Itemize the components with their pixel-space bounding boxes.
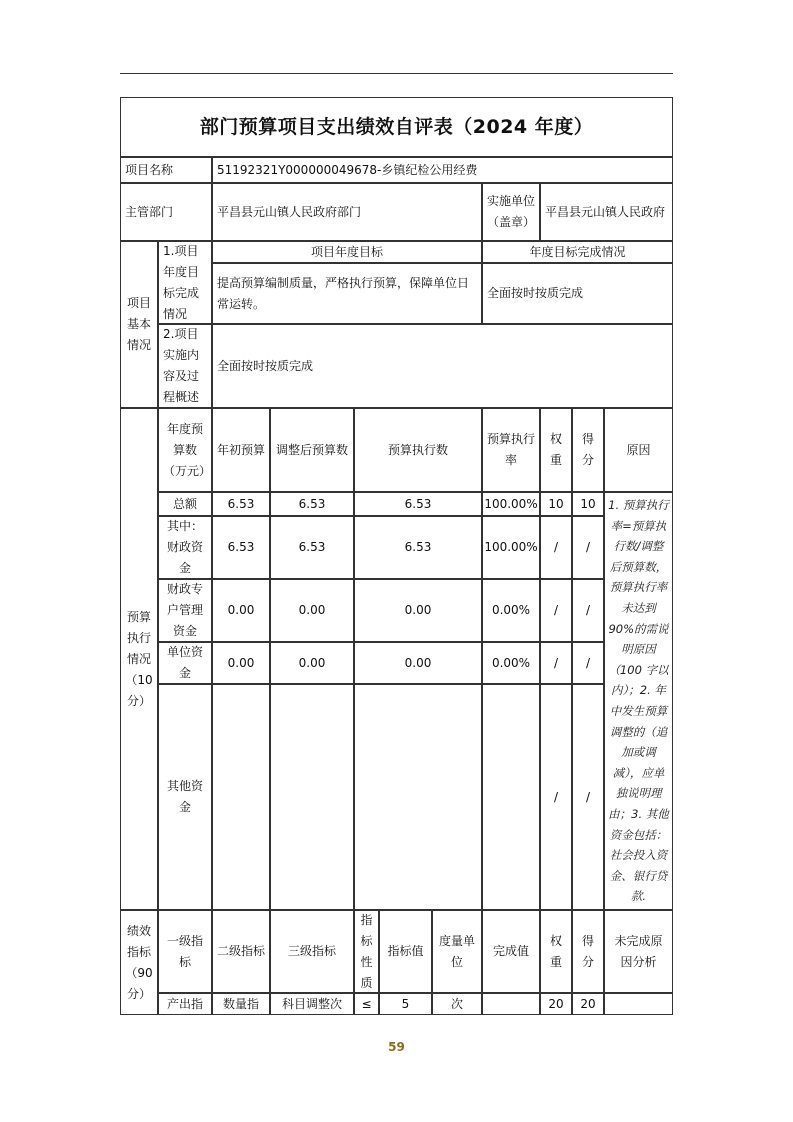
budget-cell-weight: / — [540, 684, 572, 910]
budget-cell-rate: 100.00% — [482, 492, 540, 516]
budget-cell-rate: 0.00% — [482, 642, 540, 684]
header-rule — [120, 73, 673, 74]
perf-cell-value: 5 — [379, 993, 432, 1015]
budget-cell-score: / — [572, 642, 604, 684]
budget-header: 年初预算 — [212, 408, 270, 492]
budget-cell-adjusted — [270, 684, 354, 910]
perf-header: 完成值 — [482, 910, 540, 993]
perf-cell-unit: 次 — [432, 993, 482, 1015]
perf-header: 指标值 — [379, 910, 432, 993]
perf-section-label: 绩效指标（90分） — [120, 910, 158, 1015]
budget-cell-name: 其他资金 — [158, 684, 212, 910]
goal-completion: 全面按时按质完成 — [482, 263, 673, 324]
perf-header: 未完成原因分析 — [604, 910, 673, 993]
dept-value: 平昌县元山镇人民政府部门 — [212, 183, 482, 241]
project-name-label: 项目名称 — [120, 157, 212, 183]
budget-cell-initial: 6.53 — [212, 516, 270, 579]
goal-header: 项目年度目标 — [212, 241, 482, 263]
budget-header: 调整后预算数 — [270, 408, 354, 492]
project-name: 51192321Y000000049678-乡镇纪检公用经费 — [212, 157, 673, 183]
dept-label: 主管部门 — [120, 183, 212, 241]
budget-header: 预算执行数 — [354, 408, 482, 492]
perf-header: 指标性质 — [354, 910, 379, 993]
budget-header: 得分 — [572, 408, 604, 492]
annual-goal: 提高预算编制质量，严格执行预算，保障单位日常运转。 — [212, 263, 482, 324]
budget-cell-executed: 0.00 — [354, 579, 482, 642]
budget-cell-initial — [212, 684, 270, 910]
impl-value: 平昌县元山镇人民政府 — [540, 183, 673, 241]
budget-note: 1. 预算执行率=预算执行数/调整后预算数，预算执行率未达到 90%的需说明原因（100 字以内）；2. 年中发生预算调整的（追加或调减），应单独说明理由；3. 其他资金包括：社会投入资金、银行贷款. — [604, 492, 673, 910]
budget-cell-initial: 0.00 — [212, 642, 270, 684]
page-number: 59 — [388, 1040, 405, 1054]
completion-header: 年度目标完成情况 — [482, 241, 673, 263]
budget-cell-executed: 6.53 — [354, 492, 482, 516]
budget-header: 权重 — [540, 408, 572, 492]
budget-cell-adjusted: 0.00 — [270, 642, 354, 684]
perf-header: 权重 — [540, 910, 572, 993]
budget-header: 原因 — [604, 408, 673, 492]
perf-header: 度量单位 — [432, 910, 482, 993]
perf-cell-l1: 产出指 — [158, 993, 212, 1015]
perf-cell-done — [482, 993, 540, 1015]
budget-cell-weight: / — [540, 642, 572, 684]
perf-cell-nature: ≤ — [354, 993, 379, 1015]
budget-cell-executed — [354, 684, 482, 910]
perf-cell-weight: 20 — [540, 993, 572, 1015]
perf-header: 一级指标 — [158, 910, 212, 993]
perf-cell-l3: 科目调整次 — [270, 993, 354, 1015]
basic-info-label: 项目基本情况 — [120, 241, 158, 408]
item1-label: 1.项目年度目标完成情况 — [158, 241, 212, 324]
budget-cell-initial: 0.00 — [212, 579, 270, 642]
perf-cell-l2: 数量指 — [212, 993, 270, 1015]
budget-cell-adjusted: 0.00 — [270, 579, 354, 642]
budget-header: 预算执行率 — [482, 408, 540, 492]
impl-label: 实施单位（盖章） — [482, 183, 540, 241]
budget-cell-score: / — [572, 579, 604, 642]
budget-cell-rate: 0.00% — [482, 579, 540, 642]
perf-cell-reason — [604, 993, 673, 1015]
implementation-summary: 全面按时按质完成 — [212, 324, 673, 408]
budget-cell-initial: 6.53 — [212, 492, 270, 516]
budget-header: 年度预算数（万元） — [158, 408, 212, 492]
budget-section-label: 预算执行情况（10分） — [120, 408, 158, 910]
budget-cell-executed: 6.53 — [354, 516, 482, 579]
budget-cell-score: / — [572, 684, 604, 910]
budget-cell-name: 财政专户管理资金 — [158, 579, 212, 642]
budget-cell-name: 其中：财政资金 — [158, 516, 212, 579]
budget-cell-name: 单位资金 — [158, 642, 212, 684]
budget-cell-name: 总额 — [158, 492, 212, 516]
budget-cell-weight: / — [540, 579, 572, 642]
budget-cell-score: / — [572, 516, 604, 579]
budget-cell-rate: 100.00% — [482, 516, 540, 579]
perf-header: 三级指标 — [270, 910, 354, 993]
perf-header: 得分 — [572, 910, 604, 993]
perf-cell-score: 20 — [572, 993, 604, 1015]
budget-cell-weight: / — [540, 516, 572, 579]
budget-cell-rate — [482, 684, 540, 910]
budget-cell-executed: 0.00 — [354, 642, 482, 684]
perf-header: 二级指标 — [212, 910, 270, 993]
budget-cell-adjusted: 6.53 — [270, 516, 354, 579]
budget-cell-weight: 10 — [540, 492, 572, 516]
budget-cell-score: 10 — [572, 492, 604, 516]
page-title: 部门预算项目支出绩效自评表（2024 年度） — [120, 97, 673, 157]
budget-cell-adjusted: 6.53 — [270, 492, 354, 516]
item2-label: 2.项目实施内容及过程概述 — [158, 324, 212, 408]
